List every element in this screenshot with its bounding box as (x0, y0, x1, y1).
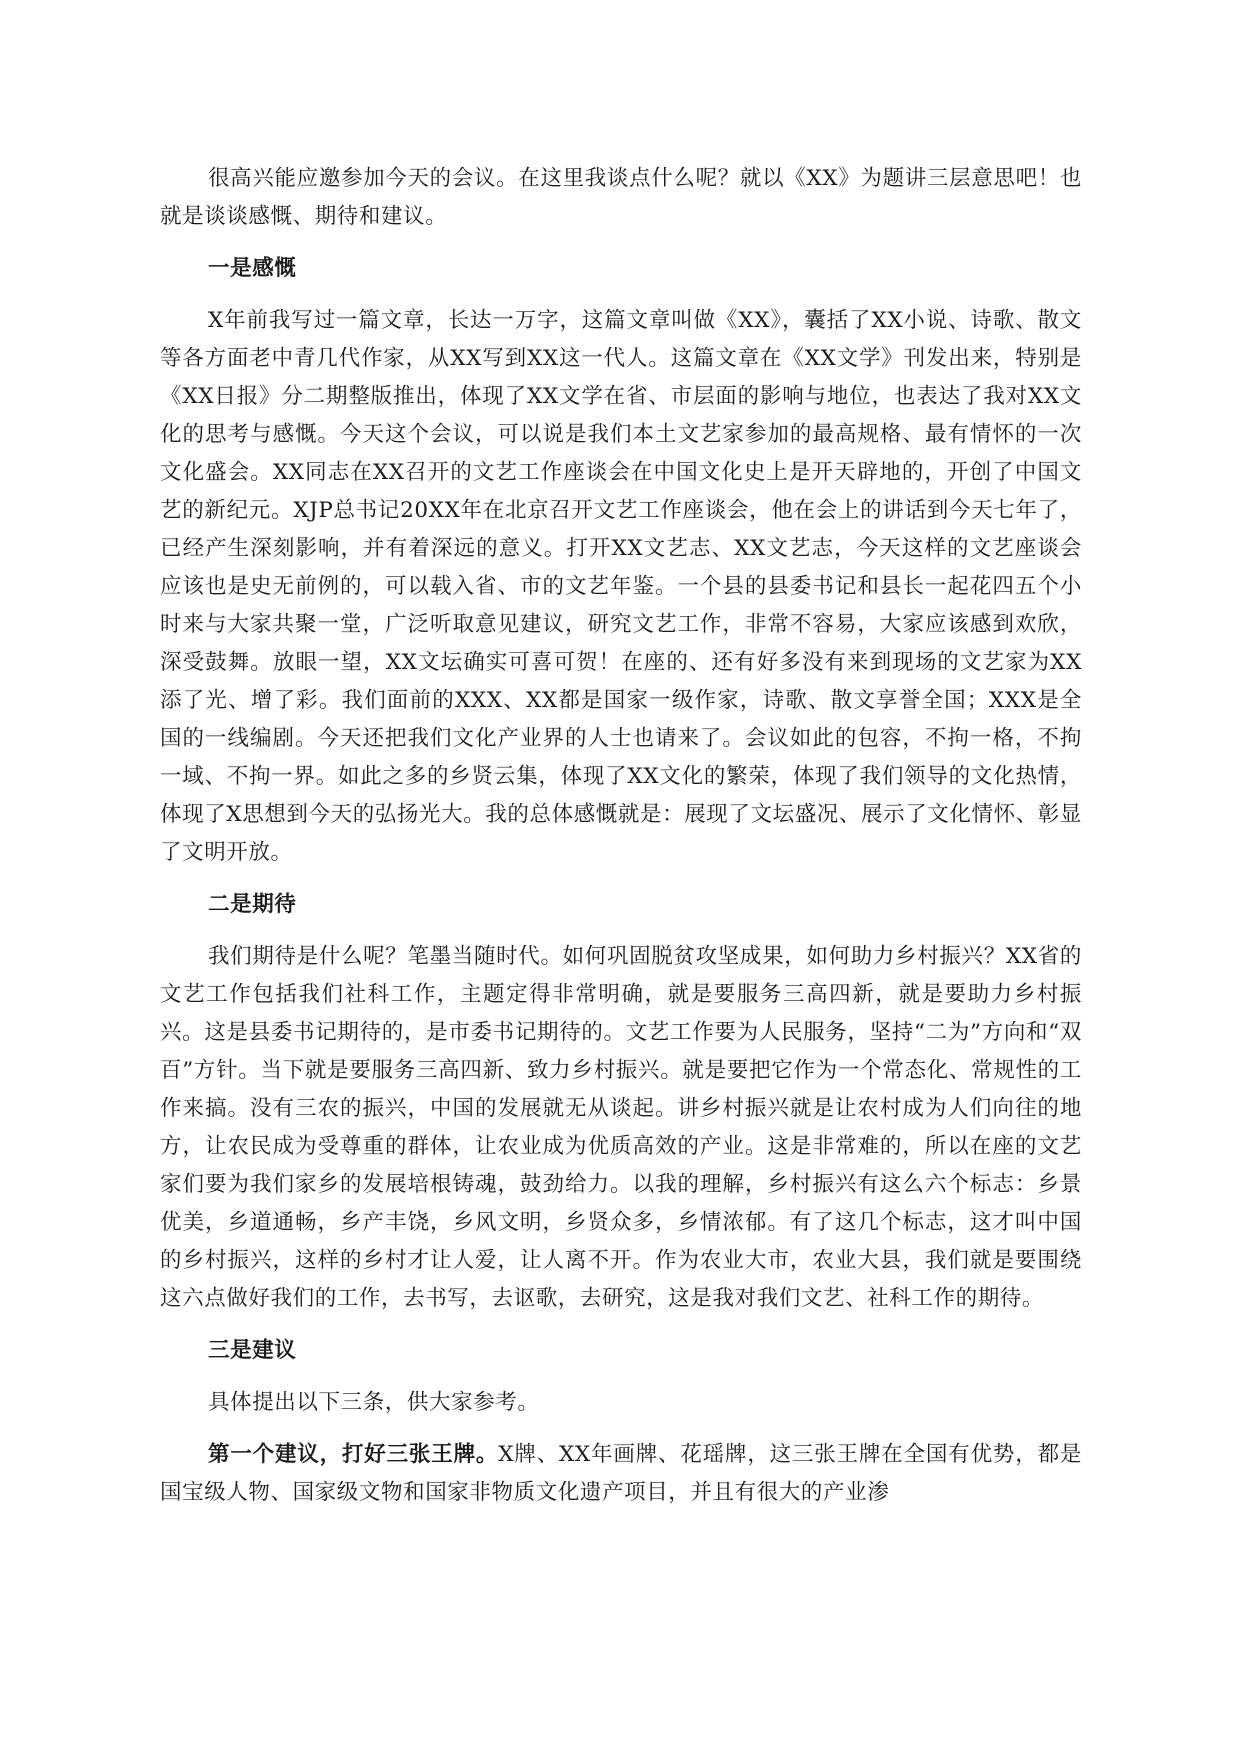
section-heading-1: 一是感慨 (208, 256, 297, 281)
section-heading-3: 三是建议 (208, 1338, 297, 1363)
section-3-intro: 具体提出以下三条，供大家参考。 (208, 1390, 540, 1415)
section-heading-2: 二是期待 (208, 892, 297, 917)
intro-paragraph: 很高兴能应邀参加今天的会议。在这里我谈点什么呢？就以《XX》为题讲三层意思吧！也就是谈谈感慨、期待和建议。 (160, 166, 1082, 229)
section-paragraph-2: 我们期待是什么呢？笔墨当随时代。如何巩固脱贫攻坚成果，如何助力乡村振兴？XX省的文艺工作包括我们社科工作，主题定得非常明确，就是要服务三高四新，就是要助力乡村振兴。这是县委书记期待的，是市委书记期待的。文艺工作要为人民服务，坚持“二为”方向和“双百”方针。当下就是要服务三高四新、致力乡村振兴。就是要把它作为一个常态化、常规性的工作来搞。没有三农的振兴，中国的发展就无从谈起。讲乡村振兴就是让农村成为人们向往的地方，让农民成为受尊重的群体，让农业成为优质高效的产业。这是非常难的，所以在座的文艺家们要为我们家乡的发展培根铸魂，鼓劲给力。以我的理解，乡村振兴有这么六个标志：乡景优美，乡道通畅，乡产丰饶，乡风文明，乡贤众多，乡情浓郁。有了这几个标志，这才叫中国的乡村振兴，这样的乡村才让人爱，让人离不开。作为农业大市，农业大县，我们就是要围绕这六点做好我们的工作，去书写，去讴歌，去研究，这是我对我们文艺、社科工作的期待。 (160, 944, 1082, 1311)
suggestion-1-lead: 第一个建议，打好三张王牌。 (208, 1442, 499, 1467)
section-paragraph-1: X年前我写过一篇文章，长达一万字，这篇文章叫做《XX》，囊括了XX小说、诗歌、散文等各方面老中青几代作家，从XX写到XX这一代人。这篇文章在《XX文学》刊发出来，特别是《XX日报》分二期整版推出，体现了XX文学在省、市层面的影响与地位，也表达了我对XX文化的思考与感慨。今天这个会议，可以说是我们本土文艺家参加的最高规格、最有情怀的一次文化盛会。XX同志在XX召开的文艺工作座谈会在中国文化史上是开天辟地的，开创了中国文艺的新纪元。XJP总书记20XX年在北京召开文艺工作座谈会，他在会上的讲话到今天七年了，已经产生深刻影响，并有着深远的意义。打开XX文艺志、XX文艺志，今天这样的文艺座谈会应该也是史无前例的，可以载入省、市的文艺年鉴。一个县的县委书记和县长一起花四五个小时来与大家共聚一堂，广泛听取意见建议，研究文艺工作，非常不容易，大家应该感到欢欣，深受鼓舞。放眼一望，XX文坛确实可喜可贺！在座的、还有好多没有来到现场的文艺家为XX添了光、增了彩。我们面前的XXX、XX都是国家一级作家，诗歌、散文享誉全国；XXX是全国的一线编剧。今天还把我们文化产业界的人士也请来了。会议如此的包容，不拘一格，不拘一域、不拘一界。如此之多的乡贤云集，体现了XX文化的繁荣，体现了我们领导的文化热情，体现了X思想到今天的弘扬光大。我的总体感慨就是：展现了文坛盛况、展示了文化情怀、彰显了文明开放。 (160, 308, 1083, 865)
suggestion-1-body: X牌、XX年画牌、花瑶牌，这三张王牌在全国有优势，都是国宝级人物、国家级文物和国家非物质文化遗产项目，并且有很大的产业渗 (160, 1442, 1082, 1505)
suggestion-paragraph-1 (160, 1436, 1082, 1512)
document-body (160, 160, 1082, 1526)
